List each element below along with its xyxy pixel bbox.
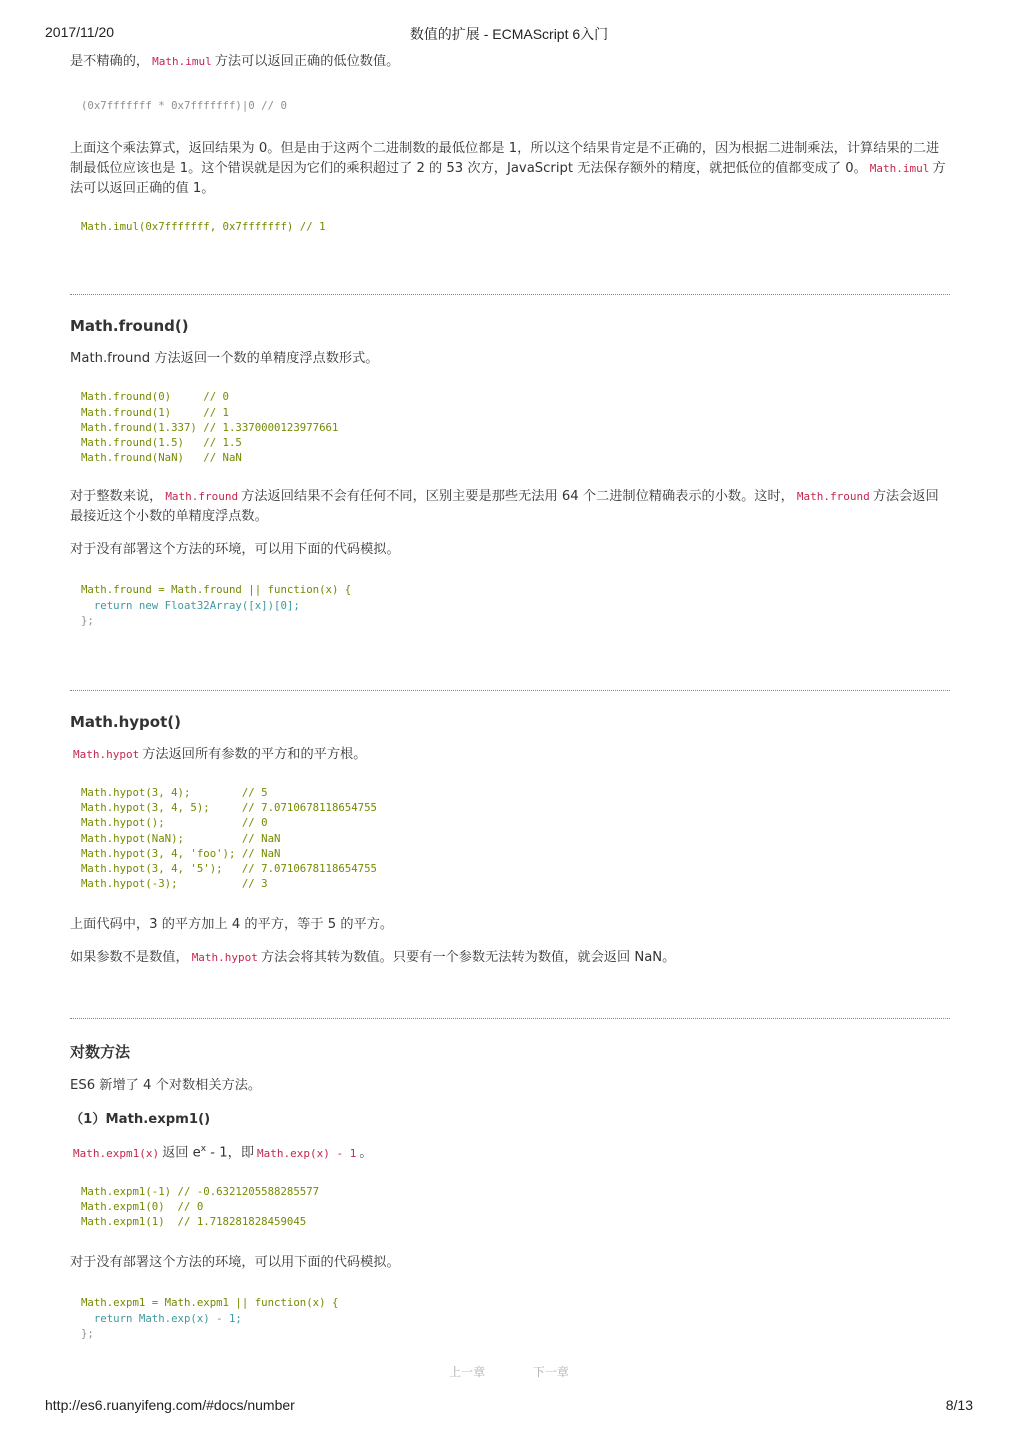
hypot-paragraph-1: 上面代码中，3 的平方加上 4 的平方，等于 5 的平方。 [70, 917, 394, 933]
section-title-hypot: Math.hypot() [70, 713, 181, 732]
print-footer [0, 1397, 1018, 1415]
code-block-hypot: Math.hypot(3, 4); // 5 Math.hypot(3, 4, 5); // 7.0710678118654755 Math.hypot(); // 0 Math.hypot(NaN); // NaN Math.hypot(3, 4, 'foo'); // NaN Math.hypot(3, 4, '5'); // 7.0710678118654755 Math.hypot(-3); // 3 [81, 786, 377, 891]
hypot-paragraph-2: 如果参数不是数值， Math.hypot 方法会将其转为数值。只要有一个参数无法转为数值，就会返回 NaN。 [70, 950, 676, 966]
log-intro: ES6 新增了 4 个对数相关方法。 [70, 1078, 262, 1094]
section-divider [70, 1018, 950, 1019]
inline-code: Math.expm1(x) [73, 1146, 160, 1160]
code-block-expm1: Math.expm1(-1) // -0.6321205588285577 Math.expm1(0) // 0 Math.expm1(1) // 1.718281828459045 [81, 1184, 320, 1229]
inline-code: Math.imul [152, 55, 212, 68]
print-header [0, 24, 1018, 42]
print-url: http://es6.ruanyifeng.com/#docs/number [45, 1397, 295, 1413]
next-chapter-link[interactable]: 下一章 [532, 1365, 569, 1379]
subsection-title-expm1: （1）Math.expm1() [70, 1112, 211, 1128]
inline-code: Math.hypot [191, 951, 258, 965]
imul-paragraph-2: 上面这个乘法算式，返回结果为 0。但是由于这两个二进制数的最低位都是 1，所以这个结果肯定是不正确的，因为根据二进制乘法，计算结果的二进制最低位应该也是 1。这个错误就是因为它们的乘积超过了 2 的 53 次方，JavaScript 无法保存额外的精度，就把低位的值都变成了 0。 Math.imul 方法可以返回正确的值 1。 [70, 141, 946, 197]
hypot-intro: Math.hypot 方法返回所有参数的平方和的平方根。 [70, 745, 950, 765]
section-divider [70, 294, 950, 295]
inline-code: Math.hypot [73, 748, 140, 762]
chapter-navigation [0, 1363, 1018, 1380]
section-title-fround: Math.fround() [70, 317, 189, 336]
imul-paragraph-1: 是不精确的， Math.imul 方法可以返回正确的低位数值。 [70, 54, 400, 69]
prev-chapter-link[interactable]: 上一章 [449, 1365, 486, 1379]
section-divider [70, 690, 950, 691]
inline-code: Math.imul [869, 162, 930, 176]
fround-paragraph-1: 对于整数来说， Math.fround 方法返回结果不会有任何不同，区别主要是那些无法用 64 个二进制位精确表示的小数。这时， Math.fround 方法会返回最接近这个小数的单精度浮点数。 [70, 489, 939, 525]
code-block-imul-1: (0x7fffffff * 0x7fffffff)|0 // 0 [81, 99, 287, 112]
code-block-fround: Math.fround(0) // 0 Math.fround(1) // 1 Math.fround(1.337) // 1.3370000123977661 Math.fround(1.5) // 1.5 Math.fround(NaN) // NaN [81, 390, 339, 465]
code-block-expm1-polyfill: Math.expm1 = Math.expm1 || function(x) { return Math.exp(x) - 1; }; [81, 1296, 339, 1340]
expm1-paragraph: Math.expm1(x) 返回 $e^x - 1$，即 Math.exp(x) - 1 。 [70, 1139, 950, 1163]
inline-code: Math.fround [165, 490, 239, 504]
fround-intro: Math.fround 方法返回一个数的单精度浮点数形式。 [70, 351, 379, 367]
print-date: 2017/11/20 [45, 24, 115, 40]
print-title: 数值的扩展 - ECMAScript 6入门 [409, 26, 609, 42]
inline-code: Math.exp(x) - 1 [257, 1146, 357, 1160]
page-number: 8/13 [945, 1397, 973, 1413]
fround-paragraph-2: 对于没有部署这个方法的环境，可以用下面的代码模拟。 [70, 542, 400, 558]
code-block-fround-polyfill: Math.fround = Math.fround || function(x) { return new Float32Array([x])[0]; }; [81, 583, 352, 627]
expm1-paragraph-2: 对于没有部署这个方法的环境，可以用下面的代码模拟。 [70, 1255, 400, 1271]
code-block-imul-2: Math.imul(0x7fffffff, 0x7fffffff) // 1 [81, 220, 326, 234]
article-content [70, 48, 950, 1341]
section-title-log: 对数方法 [70, 1043, 131, 1062]
inline-code: Math.fround [796, 490, 870, 504]
